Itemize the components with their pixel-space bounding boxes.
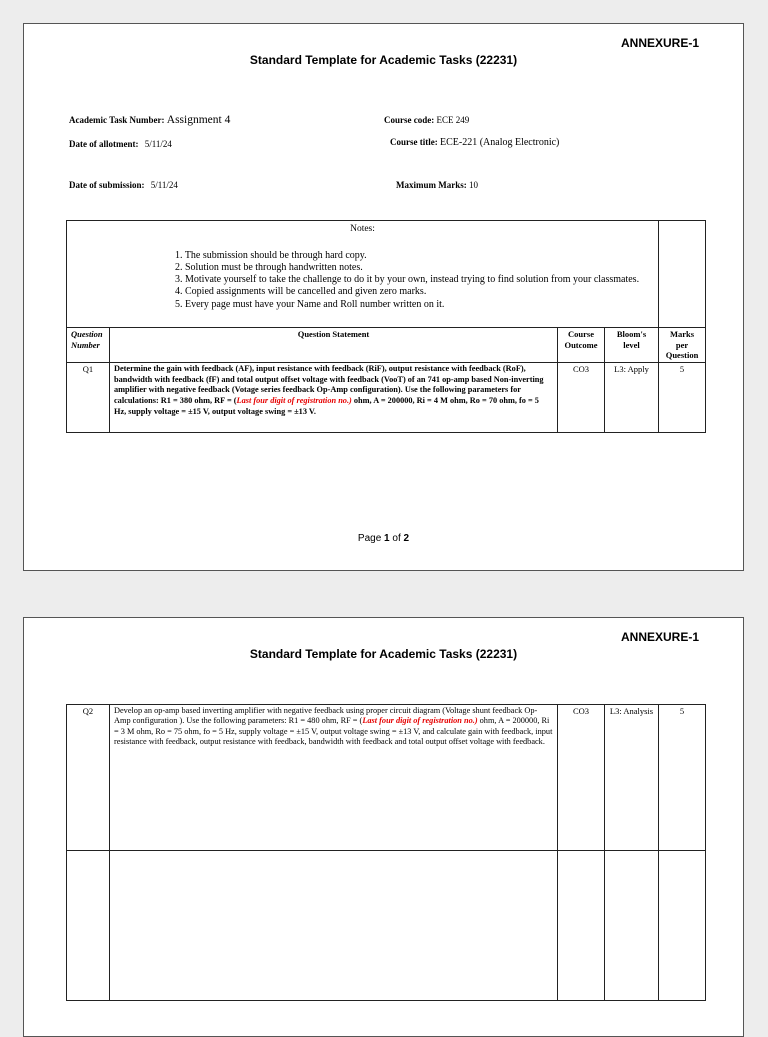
course-title-label: Course title: <box>390 137 438 147</box>
course-title-field <box>390 137 559 148</box>
notes-row <box>67 221 706 328</box>
q2-marks: 5 <box>659 705 706 851</box>
q2-outcome: CO3 <box>558 705 605 851</box>
course-code-value: ECE 249 <box>436 115 470 125</box>
document-title: Standard Template for Academic Tasks (22231) <box>249 53 518 67</box>
course-code-label: Course code: <box>384 115 435 125</box>
max-marks-value: 10 <box>469 180 478 190</box>
header-course-outcome: Course Outcome <box>558 328 605 363</box>
table-header-row <box>67 328 706 363</box>
empty-cell <box>110 851 558 1001</box>
max-marks-label: Maximum Marks: <box>396 180 467 190</box>
empty-row <box>67 851 706 1001</box>
q1-outcome: CO3 <box>558 362 605 432</box>
date-submission-label: Date of submission: <box>69 180 145 190</box>
note-item: 2. Solution must be through handwritten notes. <box>175 262 363 274</box>
note-item: 5. Every page must have your Name and Roll number written on it. <box>175 298 445 310</box>
date-submission-field <box>69 180 178 190</box>
date-allotment-label: Date of allotment: <box>69 139 139 149</box>
question-row-q2 <box>67 705 706 851</box>
annexure-label: ANNEXURE-1 <box>620 36 699 50</box>
course-title-value: ECE-221 (Analog Electronic) <box>439 137 560 148</box>
notes-side-cell <box>659 221 706 328</box>
q1-statement: Determine the gain with feedback (AF), input resistance with feedback (RiF), output resistance with feedback (RoF), bandwidth with feedback (fF) and total output offset voltage with feedback (VooT) of an 741 op-amp based Non-inverting amplifier with negative feedback (Votage series feedback Op-Amp configuration). Use the following parameters for calculations: R1 = 380 ohm, RF = (Last four digit of registration no.) ohm, A = 200000, Ri = 4 M ohm, Ro = 70 ohm, fo = 5 Hz, supply voltage = ±15 V, output voltage swing = ±13 V. <box>110 362 558 432</box>
header-question-number: Question Number <box>67 328 110 363</box>
empty-cell <box>605 851 659 1001</box>
notes-heading: Notes: <box>350 224 375 234</box>
q1-red-note: Last four digit of registration no.) <box>236 396 352 406</box>
note-item: 1. The submission should be through hard copy. <box>175 249 367 261</box>
question-table-continued <box>66 704 706 1001</box>
header-marks: Marks per Question <box>659 328 706 363</box>
academic-task-field <box>69 114 230 126</box>
question-table <box>66 220 706 433</box>
date-allotment-field <box>69 139 172 149</box>
q1-number: Q1 <box>67 362 110 432</box>
notes-list <box>175 250 654 311</box>
notes-cell <box>67 221 659 328</box>
max-marks-field <box>396 180 478 190</box>
empty-cell <box>67 851 110 1001</box>
q2-statement: Develop an op-amp based inverting amplifier with negative feedback using proper circuit diagram (Voltage shunt feedback Op-Amp configuration ). Use the following parameters: R1 = 480 ohm, RF = (Last four digit of registration no.) ohm, A = 200000, Ri = 3 M ohm, Ro = 75 ohm, fo = 5 Hz, supply voltage = ±15 V, output voltage swing = ±13 V, and calculate gain with feedback, input resistance with feedback, output resistance with feedback, bandwidth with feedback and total output offset voltage with feedback. <box>110 705 558 851</box>
q2-red-note: Last four digit of registration no.) <box>362 716 478 726</box>
date-submission-value: 5/11/24 <box>150 180 178 190</box>
header-question-statement: Question Statement <box>110 328 558 363</box>
note-item: 3. Motivate yourself to take the challenge to do it by your own, instead trying to find solution from your classmates. <box>175 274 640 286</box>
date-allotment-value: 5/11/24 <box>144 139 172 149</box>
academic-task-value: Assignment 4 <box>166 114 231 126</box>
q2-number: Q2 <box>67 705 110 851</box>
q1-marks: 5 <box>659 362 706 432</box>
empty-cell <box>558 851 605 1001</box>
q2-blooms: L3: Analysis <box>605 705 659 851</box>
course-code-field <box>384 115 469 125</box>
document-page-1 <box>23 23 744 571</box>
academic-task-label: Academic Task Number: <box>69 115 165 125</box>
annexure-label: ANNEXURE-1 <box>620 630 699 644</box>
page-number: Page 1 of 2 <box>357 533 410 544</box>
note-item: 4. Copied assignments will be cancelled and given zero marks. <box>175 286 427 298</box>
question-row-q1 <box>67 362 706 432</box>
document-page-2 <box>23 617 744 1037</box>
header-blooms-level: Bloom's level <box>605 328 659 363</box>
q1-blooms: L3: Apply <box>605 362 659 432</box>
empty-cell <box>659 851 706 1001</box>
document-title: Standard Template for Academic Tasks (22231) <box>249 647 518 661</box>
